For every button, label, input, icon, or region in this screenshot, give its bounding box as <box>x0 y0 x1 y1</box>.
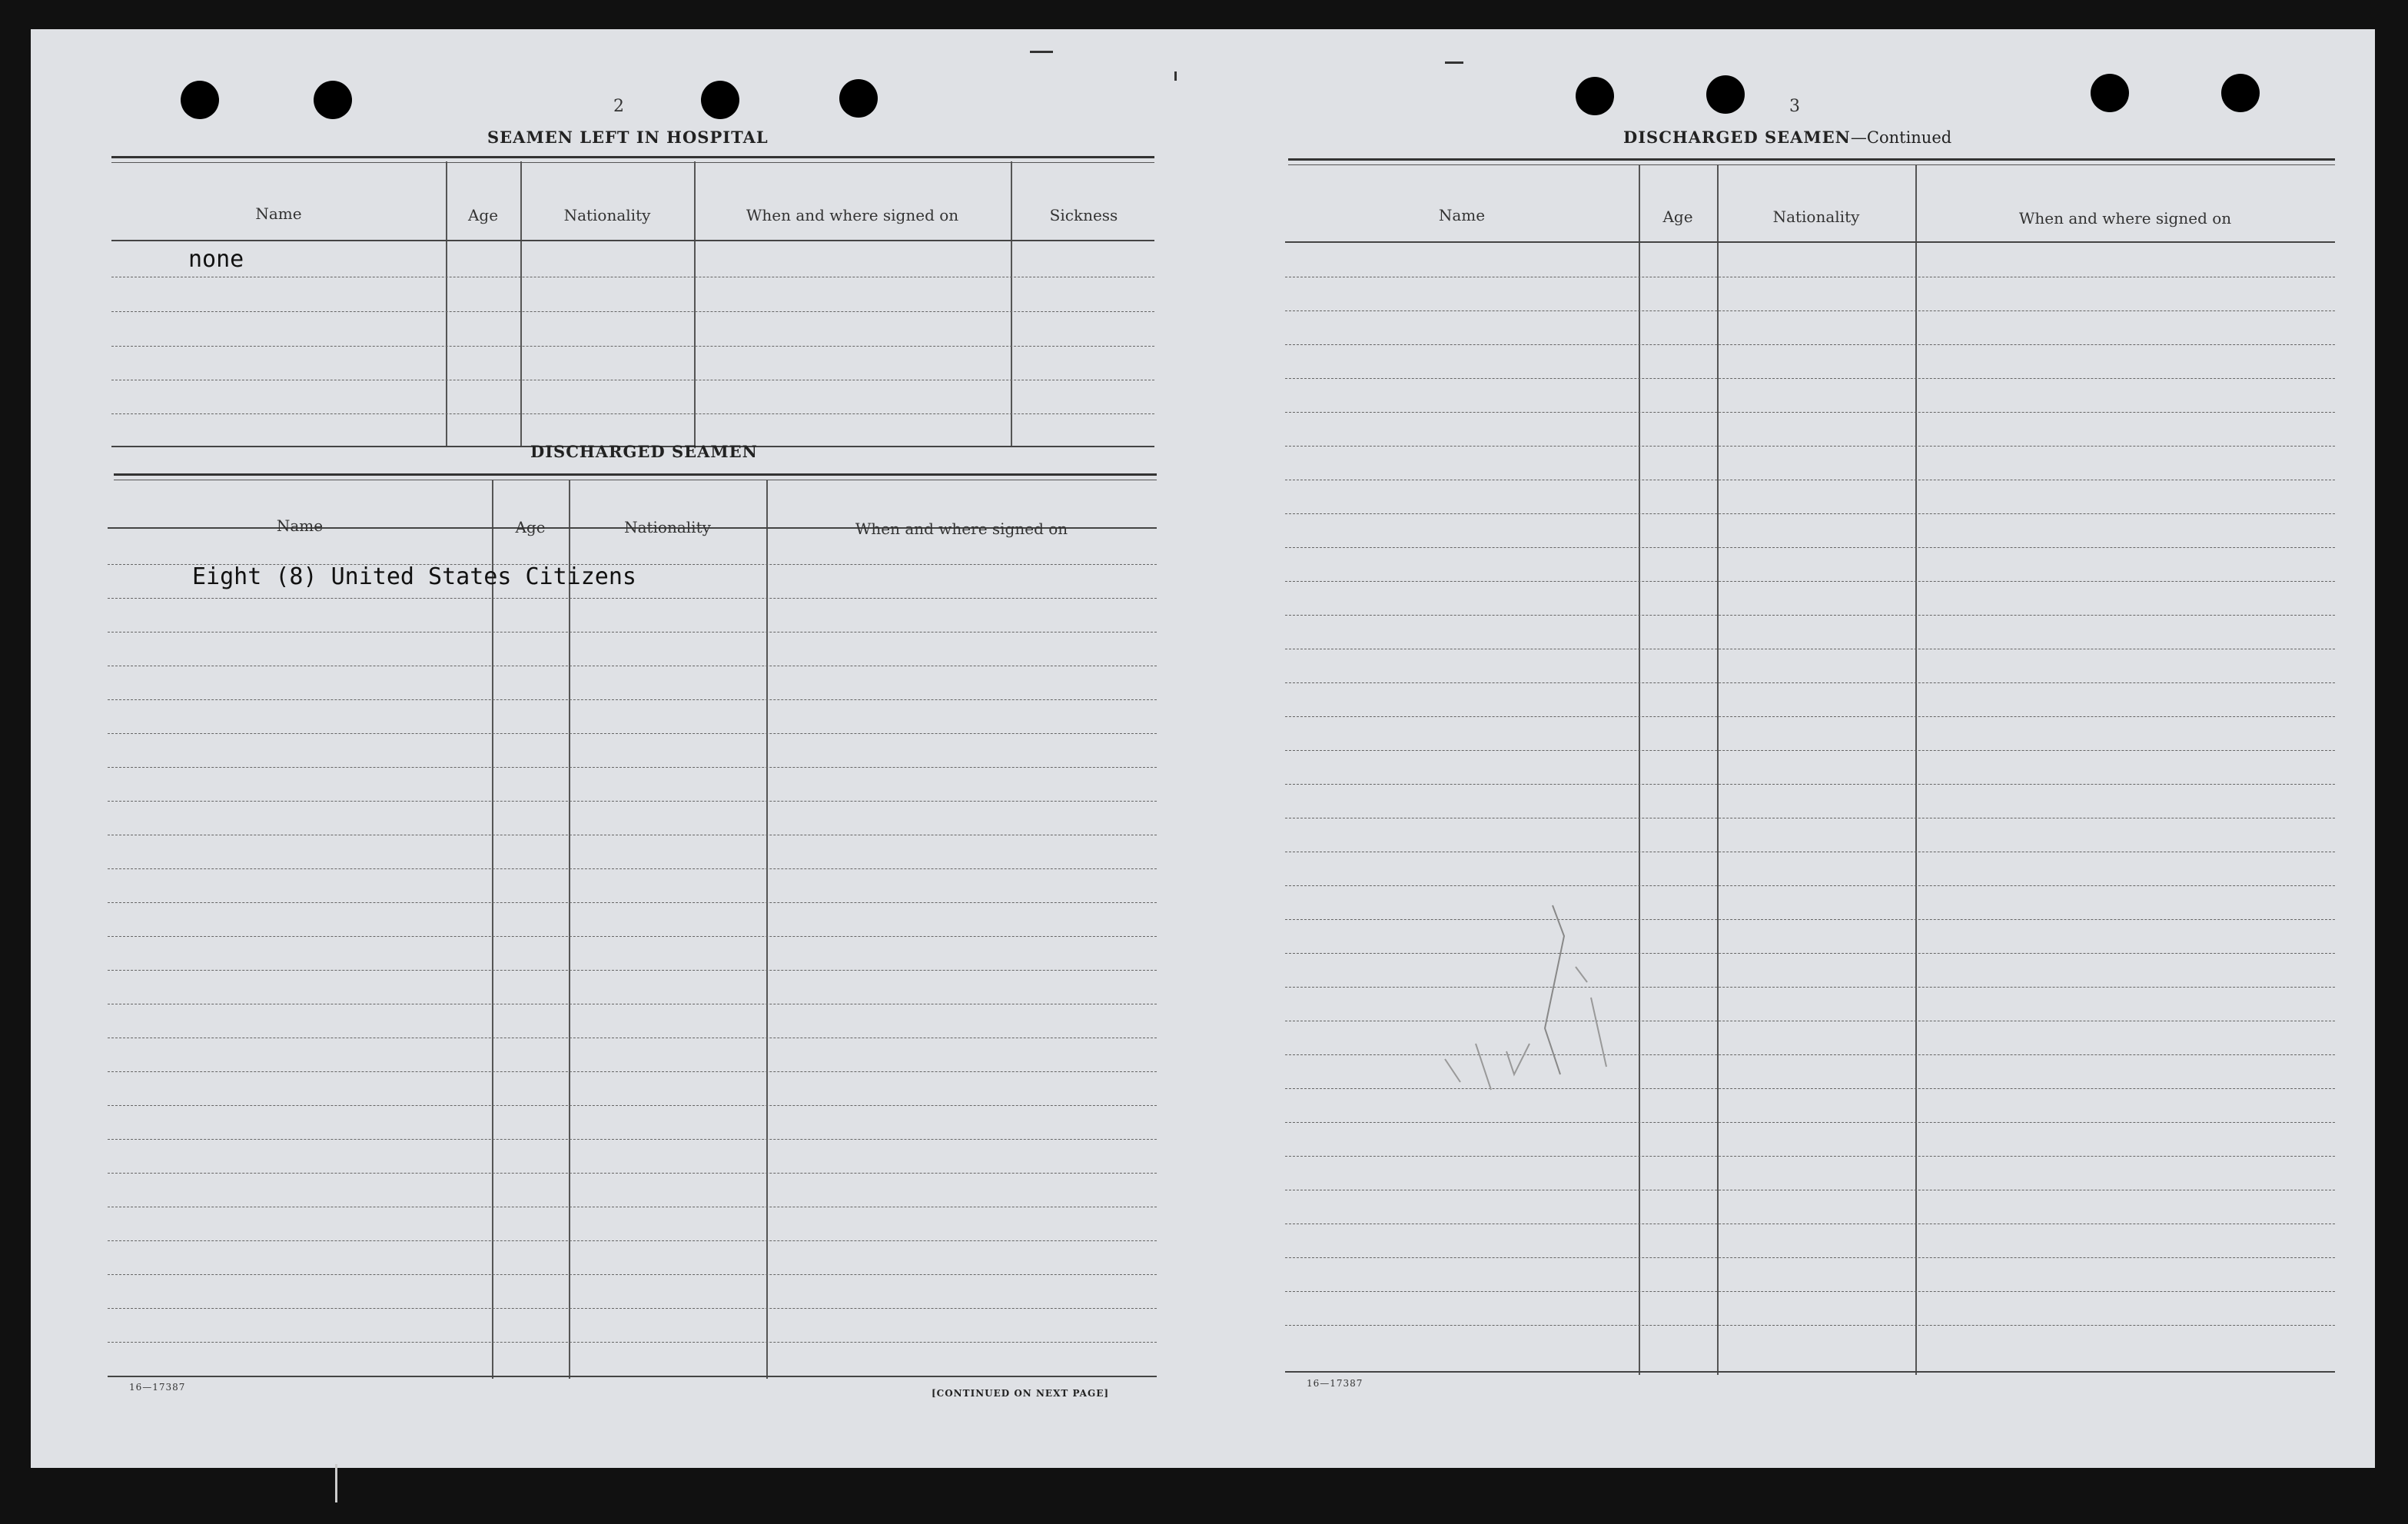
form-code-left: 16—17387 <box>129 1382 186 1393</box>
hospital-entry: none <box>188 246 244 273</box>
discharged-continued-title-main: DISCHARGED SEAMEN <box>1623 128 1851 147</box>
discharged-entry: Eight (8) United States Citizens <box>192 563 636 590</box>
discharged-table-right <box>1285 164 2335 1375</box>
hospital-col-sickness: Sickness <box>1049 206 1118 224</box>
discharged-col-age: Age <box>515 518 546 536</box>
punch-hole <box>1706 75 1745 114</box>
form-code-right: 16—17387 <box>1307 1378 1363 1389</box>
discharged-col-name: Name <box>276 516 324 535</box>
scanned-form <box>31 29 2375 1468</box>
discharged-col-signed-on: When and where signed on <box>855 520 1068 538</box>
hospital-col-age: Age <box>467 206 499 224</box>
right-col-nationality: Nationality <box>1772 208 1860 226</box>
punch-hole <box>701 81 739 119</box>
continued-note: [CONTINUED ON NEXT PAGE] <box>932 1388 1110 1399</box>
ink-mark <box>335 1464 337 1502</box>
ink-mark <box>1445 61 1463 64</box>
punch-hole <box>1576 77 1614 115</box>
punch-hole <box>314 81 352 119</box>
right-col-signed-on: When and where signed on <box>2018 209 2232 227</box>
ink-mark <box>1174 71 1177 81</box>
hospital-col-nationality: Nationality <box>563 206 651 224</box>
right-col-age: Age <box>1662 208 1693 226</box>
hospital-col-name: Name <box>255 204 302 223</box>
pencil-mark <box>1399 890 1660 1121</box>
discharged-continued-suffix: —Continued <box>1850 128 1952 147</box>
discharged-col-nationality: Nationality <box>624 518 711 536</box>
page-number-left: 2 <box>613 97 624 116</box>
ink-mark <box>1030 51 1053 53</box>
discharged-section-title: DISCHARGED SEAMEN <box>530 442 758 461</box>
hospital-col-signed-on: When and where signed on <box>746 206 959 224</box>
punch-hole <box>2221 74 2260 112</box>
discharged-continued-title <box>1623 128 1951 147</box>
hospital-section-title: SEAMEN LEFT IN HOSPITAL <box>487 128 769 147</box>
right-col-name: Name <box>1438 206 1486 224</box>
punch-hole <box>839 79 878 118</box>
page-number-right: 3 <box>1789 97 1800 116</box>
punch-hole <box>181 81 219 119</box>
punch-hole <box>2091 74 2129 112</box>
discharged-table-left <box>108 480 1157 1379</box>
